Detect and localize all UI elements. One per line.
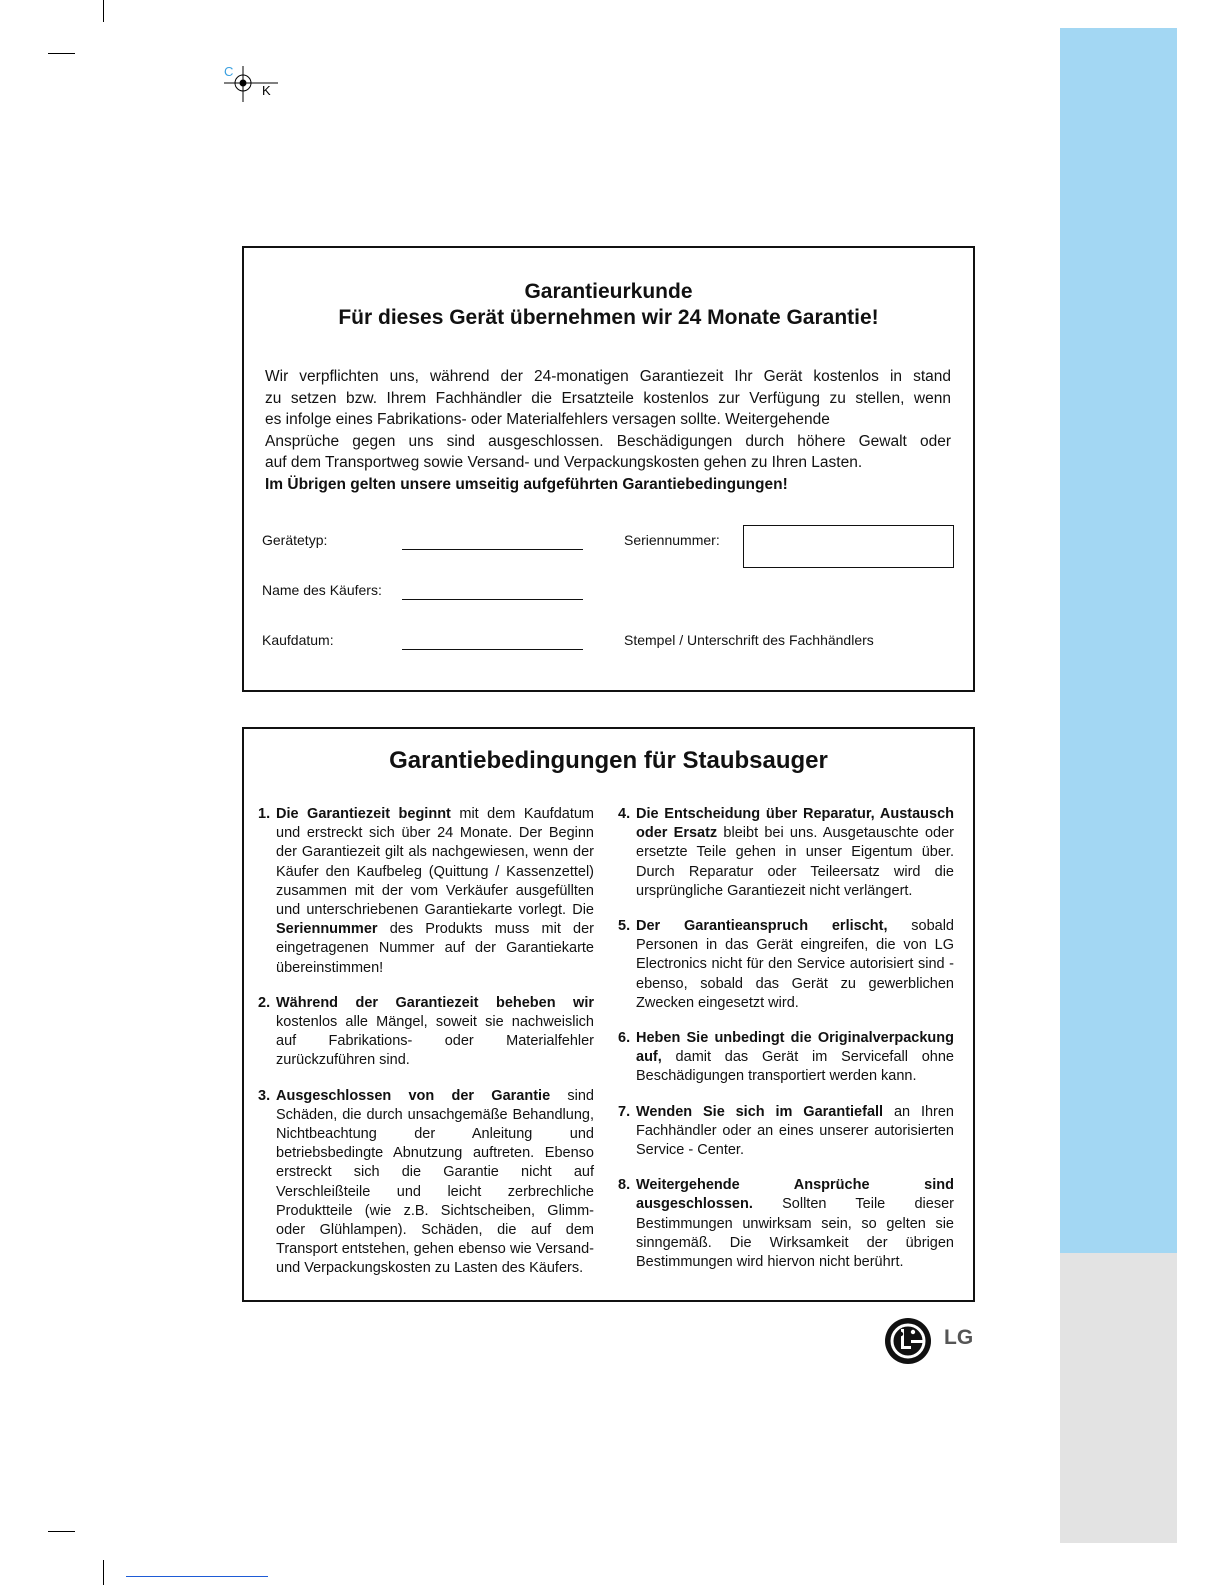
conditions-column-right [618, 805, 954, 1288]
certificate-body-line: Wir verpflichten uns, während der 24-monatigen Garantiezeit Ihr Gerät kostenlos in stand [265, 368, 951, 385]
dealer-stamp-label: Stempel / Unterschrift des Fachhändlers [624, 632, 874, 648]
crop-mark-top-vertical [103, 0, 104, 22]
crop-mark-bottom-horizontal [48, 1531, 75, 1532]
buyer-name-label: Name des Käufers: [262, 582, 382, 598]
condition-number: 8. [618, 1177, 631, 1194]
conditions-title: Garantiebedingungen für Staubsauger [389, 747, 828, 774]
registration-mark [224, 64, 280, 104]
crop-mark-top-horizontal [48, 53, 75, 54]
device-type-label: Gerätetyp: [262, 532, 328, 548]
purchase-date-label: Kaufdatum: [262, 632, 334, 648]
registration-k-label: K [262, 83, 271, 98]
guarantee-certificate [242, 246, 975, 692]
certificate-body-line: auf dem Transportweg sowie Versand- und Verpackungskosten gehen zu Ihren Lasten. [265, 454, 863, 471]
certificate-body-line: es infolge eines Fabrikations- oder Materialfehlers versagen sollte. Weitergehende [265, 411, 830, 428]
condition-item [618, 917, 954, 1013]
condition-bold: Wenden Sie sich im Garantiefall [636, 1103, 884, 1120]
condition-item [258, 805, 594, 978]
condition-item [618, 1103, 954, 1161]
condition-item [258, 994, 594, 1071]
condition-bold: Weitergehende Ansprüche sind ausgeschlossen. [636, 1177, 954, 1213]
condition-text: Sollten Teile dieser Bestimmungen unwirksam sein, so gelten sie sinngemäß. Die Wirksamkeit der übrigen Bestimmungen wird hiervon nicht berührt. [636, 1196, 954, 1271]
condition-number: 3. [258, 1087, 271, 1104]
certificate-body-bold: Im Übrigen gelten unsere umseitig aufgeführten Garantiebedingungen! [265, 475, 788, 493]
conditions-column-left [258, 805, 594, 1295]
condition-text: bleibt bei uns. Ausgetauschte oder ersetzte Teile gehen in unser Eigentum über. Durch Reparatur oder Teileersatz wird die ursprüngliche Garantiezeit nicht verlängert. [636, 825, 954, 899]
condition-item [618, 1029, 954, 1087]
condition-item [618, 1176, 954, 1272]
condition-number: 1. [258, 806, 271, 822]
crop-mark-bottom-vertical [103, 1560, 104, 1585]
condition-number: 6. [618, 1030, 631, 1047]
condition-number: 2. [258, 994, 271, 1011]
condition-bold: Während der Garantiezeit beheben wir [276, 994, 594, 1011]
certificate-title: Garantieurkunde [524, 280, 693, 303]
side-tab-blue [1060, 28, 1177, 1253]
condition-text: damit das Gerät im Servicefall ohne Beschädigungen transportiert werden kann. [636, 1049, 954, 1085]
certificate-subtitle: Für dieses Gerät übernehmen wir 24 Monate Garantie! [338, 306, 879, 329]
certificate-body [265, 366, 951, 495]
condition-text: des Produkts muss mit der eingetragenen Nummer auf der Garantiekarte übereinstimmen! [276, 921, 594, 976]
serial-number-label: Seriennummer: [624, 532, 720, 548]
device-type-field[interactable] [402, 549, 583, 550]
lg-logo-icon [883, 1316, 933, 1371]
condition-text: kostenlos alle Mängel, soweit sie nachweislich auf Fabrikations- oder Materialfehler zurückzuführen sind. [276, 1014, 594, 1069]
condition-item [618, 805, 954, 901]
condition-bold: Ausgeschlossen von der Garantie [276, 1087, 551, 1104]
condition-bold: Seriennummer [276, 921, 378, 938]
registration-c-label: C [224, 64, 234, 79]
certificate-body-line: zu setzen bzw. Ihrem Fachhändler die Ersatzteile kostenlos zur Verfügung zu stellen, wenn [265, 389, 951, 407]
serial-number-field[interactable] [743, 525, 954, 568]
guarantee-conditions [242, 727, 975, 1302]
bottom-blue-rule [126, 1576, 268, 1577]
condition-bold: Der Garantieanspruch erlischt, [636, 918, 888, 935]
condition-number: 7. [618, 1103, 631, 1120]
condition-number: 5. [618, 918, 631, 935]
condition-text: an Ihren Fachhändler oder an eines unserer autorisierten Service - Center. [636, 1103, 954, 1159]
side-tab-grey [1060, 1253, 1177, 1543]
purchase-date-field[interactable] [402, 649, 583, 650]
condition-item [258, 1087, 594, 1279]
certificate-body-line: Ansprüche gegen uns sind ausgeschlossen. Beschädigungen durch höhere Gewalt oder [265, 432, 951, 450]
condition-text: sobald Personen in das Gerät eingreifen, die von LG Electronics nicht für den Service autorisiert sind - ebenso, sobald das Gerät zu gewerblichen Zwecken eingesetzt wird. [636, 918, 954, 1011]
condition-bold: Die Garantiezeit beginnt [276, 806, 451, 822]
buyer-name-field[interactable] [402, 599, 583, 600]
condition-bold: Heben Sie unbedingt die Originalverpackung auf, [636, 1030, 954, 1066]
lg-logo-text: LG [944, 1326, 974, 1349]
condition-text: mit dem Kaufdatum und erstreckt sich über 24 Monate. Der Beginn der Garantiezeit gilt als nachgewiesen, wenn der Käufer den Kaufbeleg (Quittung / Kassenzettel) zusammen mit der vom Verkäufer ausgefüllten und unterschriebenen Garantiekarte vorlegt. Die [276, 806, 594, 919]
condition-number: 4. [618, 806, 631, 822]
condition-bold: Die Entscheidung über Reparatur, Austausch oder Ersatz [636, 806, 954, 842]
condition-text: sind Schäden, die durch unsachgemäße Behandlung, Nichtbeachtung der Anleitung und betriebsbedingte Abnutzung auftreten. Ebenso erstreckt sich die Garantie nicht auf Verschleißteile und leicht zerbrechliche Produktteile (wie z.B. Sichtscheiben, Glimm- oder Glühlampen). Schäden, die auf dem Transport entstehen, gehen ebenso wie Versand- und Verpackungskosten zu Lasten des Käufers. [276, 1087, 594, 1277]
